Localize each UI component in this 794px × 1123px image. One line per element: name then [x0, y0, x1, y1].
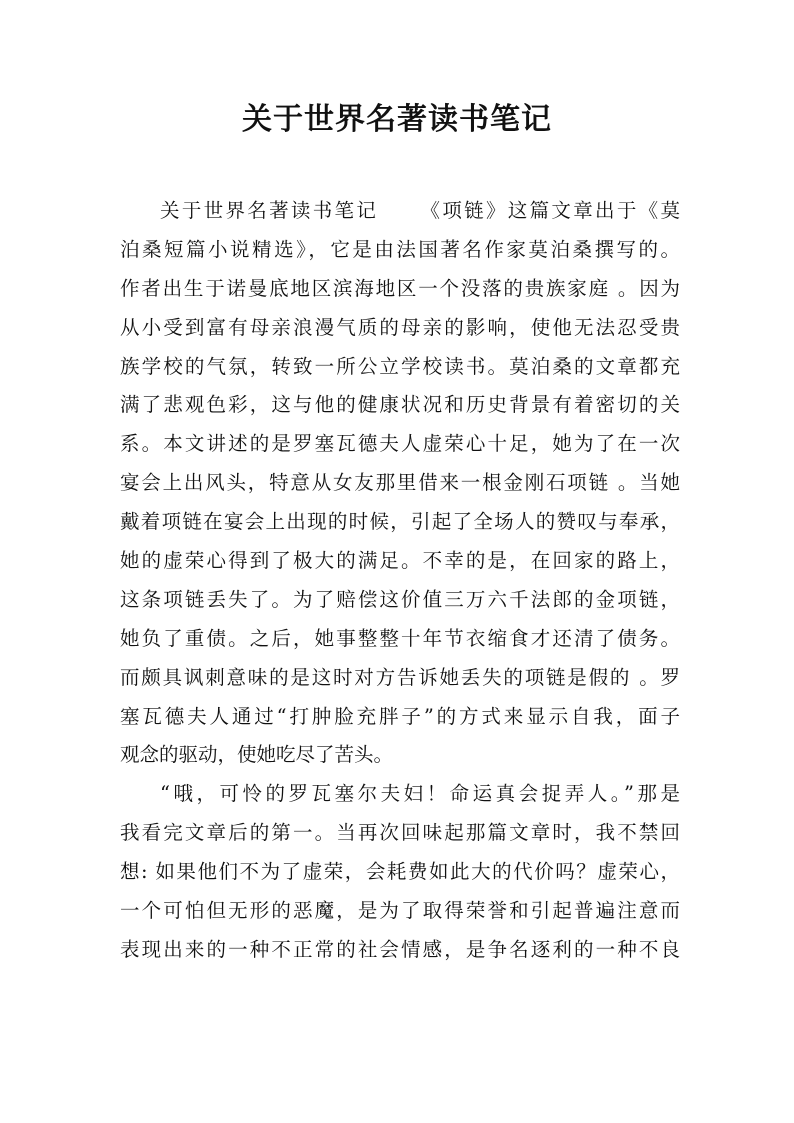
text-line: 表现出来的一种不正常的社会情感，是争名逐利的一种不良 [120, 937, 680, 961]
text-line: 这条项链丢失了。为了赔偿这价值三万六千法郎的金项链， [120, 587, 680, 611]
text-line: 观念的驱动，使她吃尽了苦头。 [120, 743, 394, 767]
document-body [120, 192, 680, 970]
text-line: 宴会上出风头，特意从女友那里借来一根金刚石项链 。当她 [120, 471, 680, 495]
text-line: 作者出生于诺曼底地区滨海地区一个没落的贵族家庭 。因为 [120, 276, 680, 300]
text-line: 系。本文讲述的是罗塞瓦德夫人虚荣心十足，她为了在一次 [120, 432, 680, 456]
text-line: 泊桑短篇小说精选》，它是由法国著名作家莫泊桑撰写的。 [120, 237, 680, 261]
text-line: 从小受到富有母亲浪漫气质的母亲的影响，使他无法忍受贵 [120, 315, 680, 339]
text-line: 满了悲观色彩，这与他的健康状况和历史背景有着密切的关 [120, 393, 680, 417]
text-line: 我看完文章后的第一。当再次回味起那篇文章时，我不禁回 [120, 821, 680, 845]
text-line: 戴着项链在宴会上出现的时候，引起了全场人的赞叹与奉承， [120, 510, 680, 534]
text-line: 关于世界名著读书笔记 《项链》这篇文章出于《莫 [160, 199, 680, 222]
text-line: “哦，可怜的罗瓦塞尔夫妇！命运真会捉弄人。”那是 [160, 782, 680, 806]
text-line: 而颇具讽刺意味的是这时对方告诉她丢失的项链是假的 。罗 [120, 665, 680, 689]
text-line: 想: 如果他们不为了虚荣，会耗费如此大的代价吗？虚荣心， [120, 860, 680, 884]
text-line: 一个可怕但无形的恶魔，是为了取得荣誉和引起普遍注意而 [120, 899, 680, 923]
text-line: 她的虚荣心得到了极大的满足。不幸的是，在回家的路上， [120, 549, 680, 573]
text-line: 塞瓦德夫人通过“打肿脸充胖子”的方式来显示自我，面子 [120, 704, 680, 728]
text-line: 她负了重债。之后，她事整整十年节衣缩食才还清了债务。 [120, 626, 680, 650]
text-line: 族学校的气氛，转致一所公立学校读书。莫泊桑的文章都充 [120, 354, 680, 378]
document-title: 关于世界名著读书笔记 [242, 102, 552, 137]
